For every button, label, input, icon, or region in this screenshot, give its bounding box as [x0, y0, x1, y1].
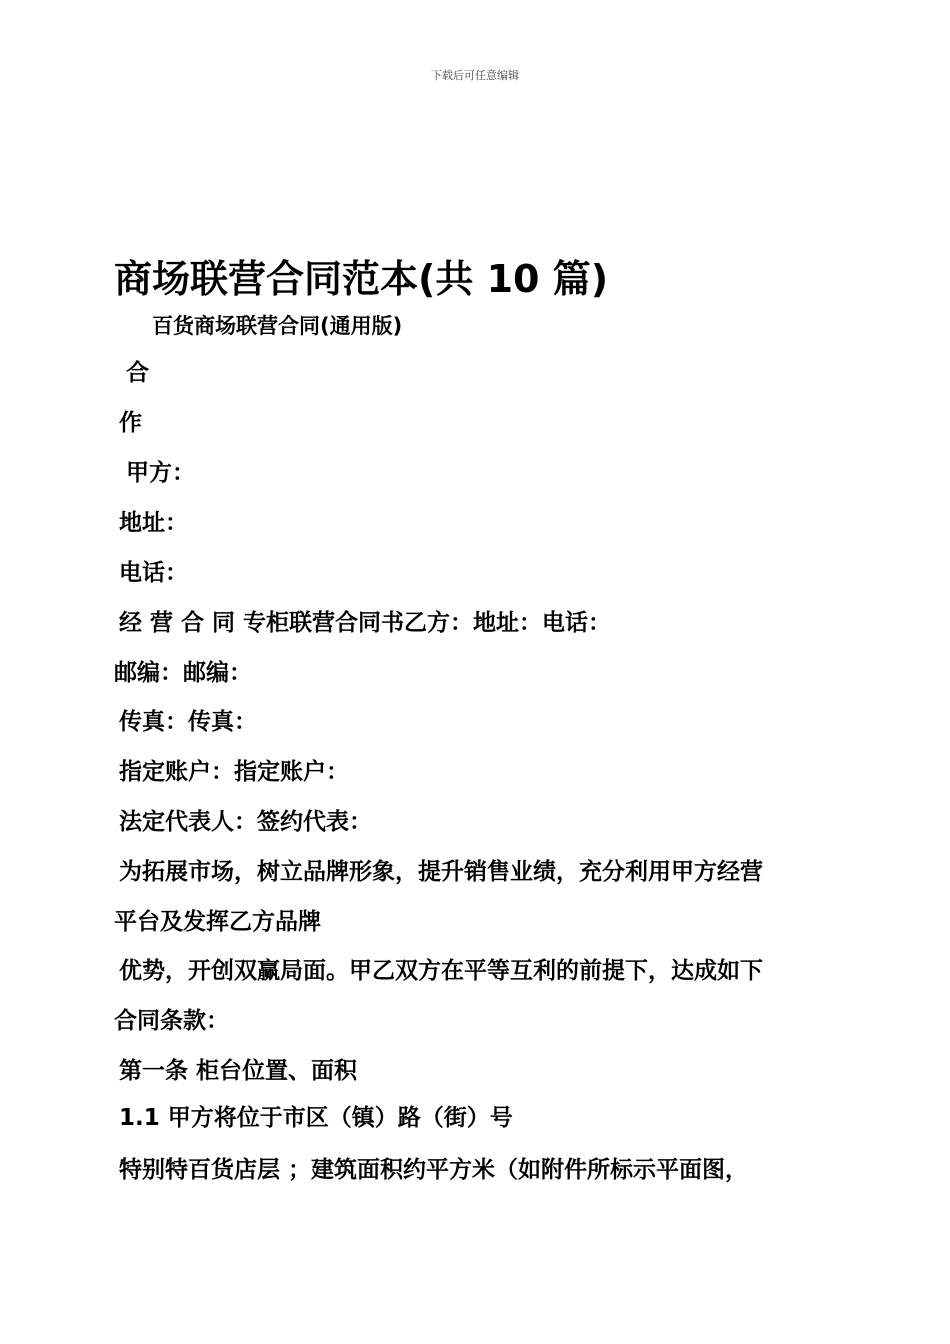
text-line-he: 合 — [126, 360, 149, 386]
text-line-postcode: 邮编：邮编： — [114, 660, 252, 686]
text-line-phone: 电话： — [119, 560, 188, 586]
text-line-account: 指定账户：指定账户： — [119, 759, 349, 785]
text-line-contract-party-b: 经 营 合 同 专柜联营合同书乙方：地址：电话： — [119, 610, 612, 636]
text-line-address: 地址： — [119, 510, 188, 536]
header-note: 下载后可任意编辑 — [431, 69, 519, 82]
text-line-purpose-4: 合同条款： — [114, 1008, 229, 1034]
text-line-fax: 传真：传真： — [119, 709, 257, 735]
text-line-article-1: 第一条 柜台位置、面积 — [119, 1058, 358, 1084]
text-line-purpose-2: 平台及发挥乙方品牌 — [114, 909, 321, 935]
text-line-purpose-1: 为拓展市场，树立品牌形象，提升销售业绩，充分利用甲方经营 — [119, 859, 763, 885]
text-line-representative: 法定代表人：签约代表： — [119, 809, 372, 835]
text-line-clause-1-1-cont: 特别特百货店层 ；建筑面积约平方米（如附件所标示平面图， — [119, 1157, 749, 1183]
text-line-clause-1-1: 1.1 甲方将位于市区（镇）路（街）号 — [119, 1105, 513, 1131]
text-line-zuo: 作 — [119, 410, 142, 436]
document-subtitle: 百货商场联营合同(通用版) — [152, 314, 403, 338]
text-line-purpose-3: 优势，开创双赢局面。甲乙双方在平等互利的前提下，达成如下 — [119, 958, 763, 984]
document-title: 商场联营合同范本(共 10 篇) — [114, 257, 609, 301]
text-line-party-a: 甲方： — [126, 460, 195, 486]
